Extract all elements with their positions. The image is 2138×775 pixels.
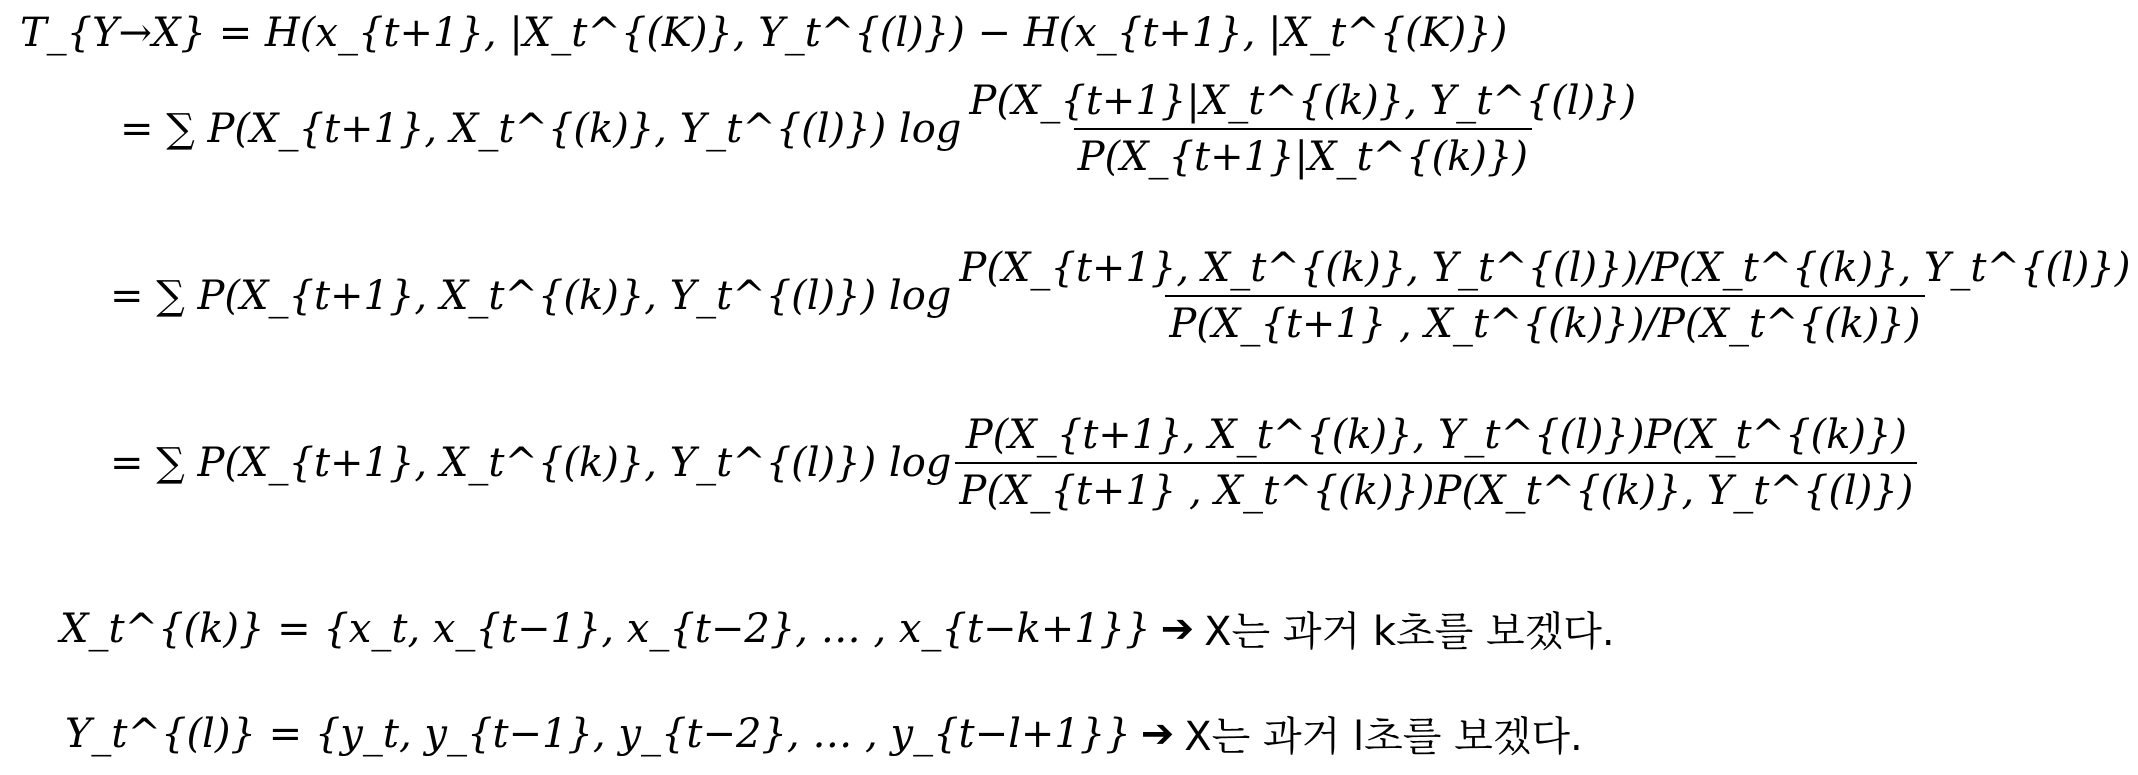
eq2-denominator: P(X_{t+1}|X_t^{(k)}) (1074, 128, 1532, 180)
eq2-fraction (965, 78, 1640, 180)
eq4-numerator: P(X_{t+1}, X_t^{(k)}, Y_t^{(l)})P(X_t^{(k)}) (965, 412, 1908, 458)
eq3-denominator: P(X_{t+1} , X_t^{(k)})/P(X_t^{(k)}) (1165, 295, 1924, 347)
eq4-denominator: P(X_{t+1} , X_t^{(k)})P(X_t^{(k)}, Y_t^{(l)}) (955, 462, 1917, 514)
arrow-right-icon: ➔ (1160, 605, 1195, 652)
y-note: X는 과거 l초를 보겠다. (1184, 714, 1583, 760)
eq4-prefix: = ∑ P(X_{t+1}, X_t^{(k)}, Y_t^{(l)}) log (110, 440, 952, 486)
y-definition-line (65, 705, 1583, 762)
equation-line-1 (20, 10, 1507, 56)
x-definition: X_t^{(k)} = {x_t, x_{t−1}, x_{t−2}, … , x_{t−k+1}} (60, 605, 1151, 652)
eq4-fraction (955, 412, 1917, 514)
equation-line-4 (110, 412, 1921, 514)
x-note: X는 과거 k초를 보겠다. (1204, 609, 1615, 655)
eq3-prefix: = ∑ P(X_{t+1}, X_t^{(k)}, Y_t^{(l)}) log (110, 273, 952, 319)
equation-line-2 (120, 78, 1644, 180)
equation-line-3 (110, 245, 2138, 347)
eq3-numerator: P(X_{t+1}, X_t^{(k)}, Y_t^{(l)})/P(X_t^{(k)}, Y_t^{(l)}) (959, 245, 2131, 291)
y-definition: Y_t^{(l)} = {y_t, y_{t−1}, y_{t−2}, … , y_{t−l+1}} (65, 710, 1131, 757)
eq2-numerator: P(X_{t+1}|X_t^{(k)}, Y_t^{(l)}) (969, 78, 1637, 124)
eq1-text: T_{Y→X} = H(x_{t+1}, |X_t^{(K)}, Y_t^{(l)}) − H(x_{t+1}, |X_t^{(K)}) (20, 10, 1508, 56)
arrow-right-icon: ➔ (1140, 710, 1175, 757)
x-definition-line (60, 600, 1615, 657)
eq3-fraction (955, 245, 2134, 347)
eq2-prefix: = ∑ P(X_{t+1}, X_t^{(k)}, Y_t^{(l)}) log (120, 106, 962, 152)
